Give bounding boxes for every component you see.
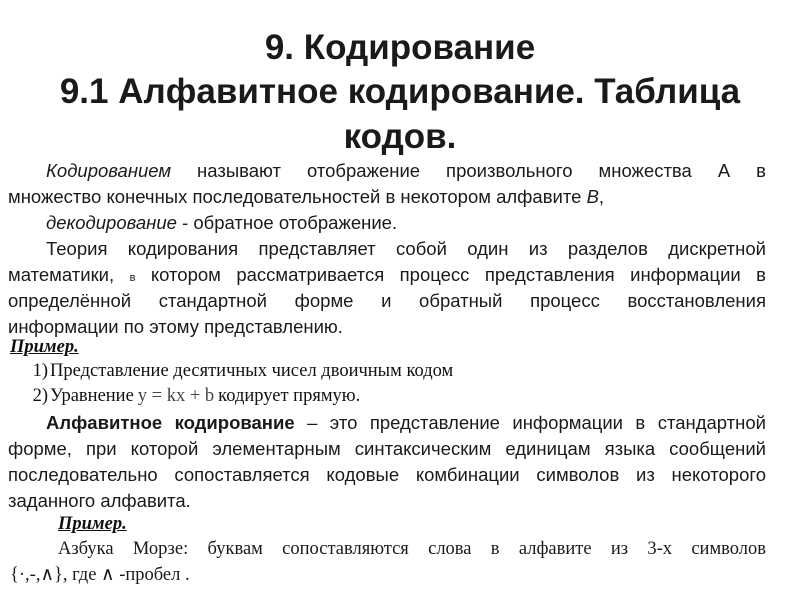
definition-coding-line-1 — [8, 158, 766, 184]
example-1-item-2 — [28, 384, 360, 408]
definition-coding-line-2 — [8, 184, 766, 210]
slide-title-line-3: кодов. — [343, 117, 457, 156]
list-number: 1) — [32, 361, 48, 381]
coding-theory-word-math: математики, — [8, 264, 115, 285]
term-decoding: декодирование — [46, 212, 177, 233]
alphabet-variable: B — [586, 186, 599, 207]
definition-decoding — [8, 210, 766, 236]
coding-theory-line-4: информации по этому представлению. — [8, 316, 343, 337]
list-item-text-a: Уравнение — [50, 386, 134, 406]
term-coding: Кодированием — [46, 160, 172, 181]
morse-line-2-rest: , где ∧ -пробел . — [62, 565, 190, 585]
coding-theory-line-2 — [8, 262, 766, 291]
list-number: 2) — [32, 386, 48, 406]
alphabetic-coding-line-1-rest: – это представление информации в стандартной — [294, 412, 766, 433]
example-2-label: Пример. — [58, 514, 127, 534]
definition-coding-text-a: называют отображение произвольного множества А в — [171, 160, 766, 181]
coding-theory-line-2-rest: котором рассматривается процесс представления информации в — [135, 264, 766, 285]
alphabetic-coding-line-2: форме, при которой элементарным синтаксическим единицам языка сообщений — [8, 438, 766, 459]
example-1-label: Пример. — [10, 337, 79, 357]
list-item-text: Представление десятичных чисел двоичным кодом — [50, 361, 454, 381]
morse-line-1: Азбука Морзе: буквам сопоставляются слова в алфавите из 3-х символов — [58, 539, 766, 559]
list-item-text-b: кодирует прямую. — [218, 386, 361, 406]
definition-decoding-text: - обратное отображение. — [176, 212, 398, 233]
example-1-item-1 — [28, 359, 453, 383]
term-alphabetic-coding: Алфавитное кодирование — [46, 412, 295, 433]
coding-theory-line-1: Теория кодирования представляет собой один из разделов дискретной — [46, 238, 766, 259]
alphabetic-coding-line-1 — [8, 410, 766, 436]
definition-coding-text-b: множество конечных последовательностей в некотором алфавите — [8, 186, 587, 207]
coding-theory-line-3: определённой стандартной форме и обратный процесс восстановления — [8, 290, 766, 311]
slide-title-line-1: 9. Кодирование — [264, 28, 536, 67]
coding-theory-small-v: в — [129, 272, 136, 284]
definition-coding-text-c: , — [598, 186, 605, 207]
slide-title-line-2: 9.1 Алфавитное кодирование. Таблица — [59, 72, 741, 111]
line-equation: y = kx + b — [137, 386, 215, 406]
morse-symbol-set: {·,-,∧} — [10, 565, 63, 585]
alphabetic-coding-line-4: заданного алфавита. — [8, 490, 191, 511]
alphabetic-coding-line-3: последовательно сопоставляется кодовые комбинации символов из некоторого — [8, 464, 766, 485]
morse-line-2 — [10, 562, 766, 588]
